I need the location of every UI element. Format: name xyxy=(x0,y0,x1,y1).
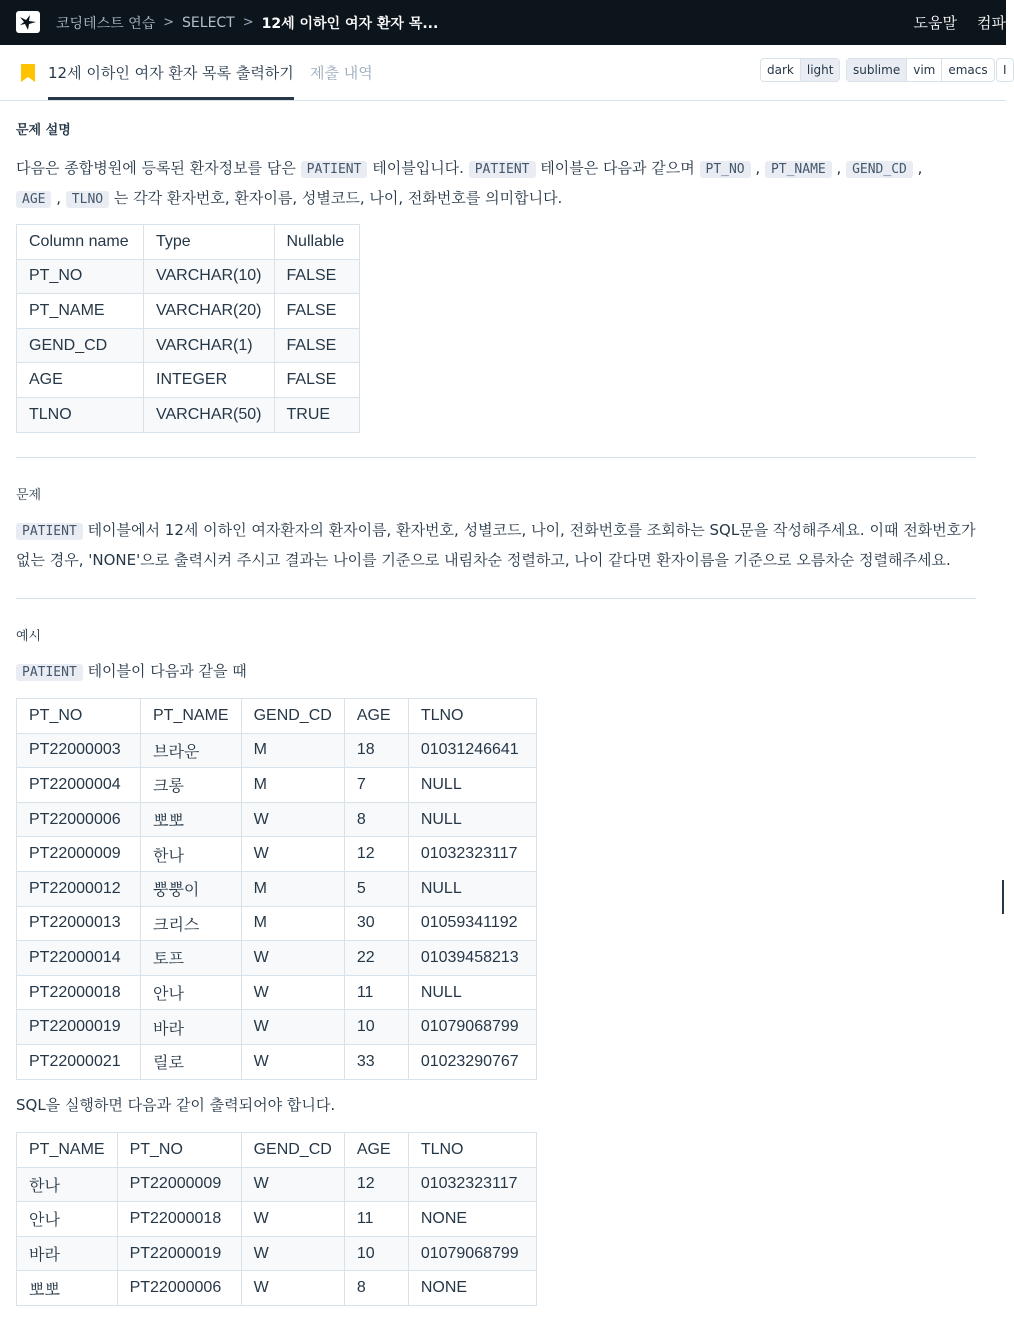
table-cell: 01031246641 xyxy=(408,733,536,768)
table-cell: W xyxy=(241,837,344,872)
code-table-name: PATIENT xyxy=(16,664,83,681)
intro-text: 테이블은 다음과 같으며 xyxy=(535,159,700,177)
table-header-cell: PT_NAME xyxy=(17,1133,118,1168)
tab-submission-history[interactable]: 제출 내역 xyxy=(310,64,373,82)
table-cell: PT22000004 xyxy=(17,768,141,803)
table-header-cell: PT_NO xyxy=(17,699,141,734)
code-column: PT_NO xyxy=(700,161,751,178)
code-column: AGE xyxy=(16,191,51,208)
table-cell: W xyxy=(241,1010,344,1045)
chevron-right-icon: > xyxy=(163,15,175,30)
table-cell: INTEGER xyxy=(144,363,275,398)
question-text xyxy=(16,516,986,575)
table-cell: VARCHAR(50) xyxy=(144,397,275,432)
table-cell: PT22000009 xyxy=(17,837,141,872)
table-cell: M xyxy=(241,906,344,941)
table-cell: W xyxy=(241,975,344,1010)
table-header-cell: TLNO xyxy=(408,1133,536,1168)
divider xyxy=(16,457,976,458)
table-cell: 5 xyxy=(344,871,408,906)
table-cell: PT22000019 xyxy=(117,1236,241,1271)
table-cell: NULL xyxy=(408,975,536,1010)
chevron-right-icon: > xyxy=(242,15,254,30)
table-cell: PT22000009 xyxy=(117,1167,241,1202)
table-row xyxy=(17,1044,537,1079)
table-cell: 바라 xyxy=(17,1236,118,1271)
table-header-cell: AGE xyxy=(344,1133,408,1168)
table-cell: M xyxy=(241,871,344,906)
table-cell: PT22000021 xyxy=(17,1044,141,1079)
code-table-name: PATIENT xyxy=(16,523,83,540)
example-lead xyxy=(16,657,986,687)
table-cell: NONE xyxy=(408,1202,536,1237)
compiler-link[interactable]: 컴파 xyxy=(977,14,1006,32)
table-cell: FALSE xyxy=(274,259,359,294)
table-header-cell: GEND_CD xyxy=(241,1133,344,1168)
table-row xyxy=(17,1271,537,1306)
table-cell: NONE xyxy=(408,1271,536,1306)
table-row xyxy=(17,294,360,329)
table-header-cell: Type xyxy=(144,225,275,260)
table-row xyxy=(17,768,537,803)
code-column: PT_NAME xyxy=(765,161,832,178)
example-output-table xyxy=(16,1132,537,1306)
table-row xyxy=(17,328,360,363)
divider xyxy=(16,598,976,599)
table-header-cell: Column name xyxy=(17,225,144,260)
table-cell: 한나 xyxy=(17,1167,118,1202)
table-cell: 01023290767 xyxy=(408,1044,536,1079)
resize-handle[interactable] xyxy=(1002,880,1004,914)
table-cell: AGE xyxy=(17,363,144,398)
breadcrumb-select[interactable]: SELECT xyxy=(182,14,235,31)
table-cell: GEND_CD xyxy=(17,328,144,363)
table-row xyxy=(17,837,537,872)
theme-dark-button[interactable]: dark xyxy=(761,59,801,81)
theme-toggle xyxy=(760,58,840,82)
table-row xyxy=(17,975,537,1010)
table-cell: W xyxy=(241,1167,344,1202)
table-cell: W xyxy=(241,1236,344,1271)
table-cell: 8 xyxy=(344,802,408,837)
table-cell: W xyxy=(241,1202,344,1237)
table-cell: 7 xyxy=(344,768,408,803)
top-navbar xyxy=(0,0,1006,45)
table-cell: 안나 xyxy=(17,1202,118,1237)
theme-light-button[interactable]: light xyxy=(801,59,840,81)
question-body: 테이블에서 12세 이하인 여자환자의 환자이름, 환자번호, 성별코드, 나이, 전화번호를 조회하는 SQL문을 작성해주세요. 이때 전화번호가 없는 경우, 'NONE'으로 출력시켜 주시고 결과는 나이를 기준으로 내림차순 정렬하고, 나이 같다면 환자이름을 기준으로 오름차순 정렬해주세요. xyxy=(16,521,976,569)
table-cell: 11 xyxy=(344,1202,408,1237)
table-cell: PT22000003 xyxy=(17,733,141,768)
table-row xyxy=(17,871,537,906)
table-cell: W xyxy=(241,1044,344,1079)
programmers-logo-icon[interactable] xyxy=(16,8,40,36)
code-table-name: PATIENT xyxy=(469,161,536,178)
table-cell: 릴로 xyxy=(141,1044,242,1079)
table-cell: 크롱 xyxy=(141,768,242,803)
table-cell: 크리스 xyxy=(141,906,242,941)
table-header-row xyxy=(17,1133,537,1168)
table-cell: 01039458213 xyxy=(408,941,536,976)
table-cell: VARCHAR(20) xyxy=(144,294,275,329)
table-cell: 01032323117 xyxy=(408,1167,536,1202)
table-cell: 18 xyxy=(344,733,408,768)
table-cell: 01059341192 xyxy=(408,906,536,941)
table-cell: M xyxy=(241,733,344,768)
table-row xyxy=(17,1236,537,1271)
intro-text: 테이블입니다. xyxy=(367,159,469,177)
table-cell: 한나 xyxy=(141,837,242,872)
table-cell: 바라 xyxy=(141,1010,242,1045)
active-tab-indicator xyxy=(48,97,294,100)
table-cell: FALSE xyxy=(274,363,359,398)
table-cell: 안나 xyxy=(141,975,242,1010)
problem-intro: 다음은 종합병원에 등록된 환자정보를 담은 PATIENT 테이블입니다. PATIENT 테이블은 다음과 같으며 PT_NO , PT_NAME , GEND_CD , AGE , TLNO 는 각각 환자번호, 환자이름, 성별코드, 나이, 전화번호를 의미합니다. xyxy=(16,159,923,207)
keymap-sublime-button[interactable]: sublime xyxy=(847,59,907,81)
table-cell: NULL xyxy=(408,871,536,906)
table-cell: PT_NO xyxy=(17,259,144,294)
table-cell: W xyxy=(241,1271,344,1306)
table-header-cell: Nullable xyxy=(274,225,359,260)
table-cell: FALSE xyxy=(274,328,359,363)
table-row xyxy=(17,1202,537,1237)
table-cell: 11 xyxy=(344,975,408,1010)
table-cell: 뽀뽀 xyxy=(17,1271,118,1306)
example-lead-text: 테이블이 다음과 같을 때 xyxy=(82,662,247,680)
table-row xyxy=(17,941,537,976)
editor-keymap-toggle xyxy=(846,58,995,82)
table-header-cell: PT_NAME xyxy=(141,699,242,734)
table-header-cell: TLNO xyxy=(408,699,536,734)
code-column: TLNO xyxy=(66,191,109,208)
table-cell: VARCHAR(1) xyxy=(144,328,275,363)
section-title-example: 예시 xyxy=(16,629,42,644)
table-row xyxy=(17,363,360,398)
table-header-cell: PT_NO xyxy=(117,1133,241,1168)
table-cell: 뿡뿡이 xyxy=(141,871,242,906)
table-cell: PT22000018 xyxy=(17,975,141,1010)
table-cell: 10 xyxy=(344,1010,408,1045)
table-cell: PT22000013 xyxy=(17,906,141,941)
intro-text: 다음은 종합병원에 등록된 환자정보를 담은 xyxy=(16,159,301,177)
extra-toggle-button[interactable]: I xyxy=(1003,63,1007,77)
table-cell: 12 xyxy=(344,1167,408,1202)
table-cell: 뽀뽀 xyxy=(141,802,242,837)
table-cell: PT22000018 xyxy=(117,1202,241,1237)
table-cell: 33 xyxy=(344,1044,408,1079)
table-cell: 01079068799 xyxy=(408,1010,536,1045)
table-cell: M xyxy=(241,768,344,803)
section-title-question: 문제 xyxy=(16,488,42,503)
tab-problem-description[interactable]: 12세 이하인 여자 환자 목록 출력하기 xyxy=(48,64,294,82)
bookmark-icon[interactable] xyxy=(21,64,35,82)
table-header-cell: GEND_CD xyxy=(241,699,344,734)
table-header-row xyxy=(17,225,360,260)
top-right-menu xyxy=(894,0,1006,45)
table-cell: 12 xyxy=(344,837,408,872)
table-cell: PT22000014 xyxy=(17,941,141,976)
table-cell: 토프 xyxy=(141,941,242,976)
table-row xyxy=(17,259,360,294)
table-cell: PT22000012 xyxy=(17,871,141,906)
example-input-table xyxy=(16,698,537,1080)
table-cell: PT22000006 xyxy=(117,1271,241,1306)
table-cell: W xyxy=(241,802,344,837)
table-header-cell: AGE xyxy=(344,699,408,734)
table-row xyxy=(17,1167,537,1202)
table-cell: PT_NAME xyxy=(17,294,144,329)
table-cell: PT22000019 xyxy=(17,1010,141,1045)
table-cell: 22 xyxy=(344,941,408,976)
table-cell: PT22000006 xyxy=(17,802,141,837)
breadcrumb xyxy=(56,0,438,45)
table-row xyxy=(17,1010,537,1045)
schema-table xyxy=(16,224,360,433)
code-column: GEND_CD xyxy=(846,161,913,178)
keymap-vim-button[interactable]: vim xyxy=(907,59,942,81)
table-header-row xyxy=(17,699,537,734)
code-table-name: PATIENT xyxy=(301,161,368,178)
table-row xyxy=(17,802,537,837)
table-row xyxy=(17,906,537,941)
table-cell: NULL xyxy=(408,802,536,837)
intro-text: 는 각각 환자번호, 환자이름, 성별코드, 나이, 전화번호를 의미합니다. xyxy=(109,189,563,207)
table-cell: NULL xyxy=(408,768,536,803)
extra-toggle xyxy=(996,58,1014,82)
breadcrumb-coding-test[interactable]: 코딩테스트 연습 xyxy=(56,15,156,32)
table-cell: TRUE xyxy=(274,397,359,432)
section-title-description: 문제 설명 xyxy=(16,123,71,138)
table-cell: 브라운 xyxy=(141,733,242,768)
help-link[interactable]: 도움말 xyxy=(913,14,958,32)
table-cell: W xyxy=(241,941,344,976)
table-cell: 01079068799 xyxy=(408,1236,536,1271)
table-cell: VARCHAR(10) xyxy=(144,259,275,294)
table-cell: 30 xyxy=(344,906,408,941)
table-cell: 8 xyxy=(344,1271,408,1306)
breadcrumb-current: 12세 이하인 여자 환자 목... xyxy=(261,15,439,32)
table-cell: 01032323117 xyxy=(408,837,536,872)
keymap-emacs-button[interactable]: emacs xyxy=(948,63,988,77)
table-cell: TLNO xyxy=(17,397,144,432)
table-row xyxy=(17,397,360,432)
result-lead: SQL을 실행하면 다음과 같이 출력되어야 합니다. xyxy=(16,1096,336,1114)
table-cell: FALSE xyxy=(274,294,359,329)
table-row xyxy=(17,733,537,768)
table-cell: 10 xyxy=(344,1236,408,1271)
